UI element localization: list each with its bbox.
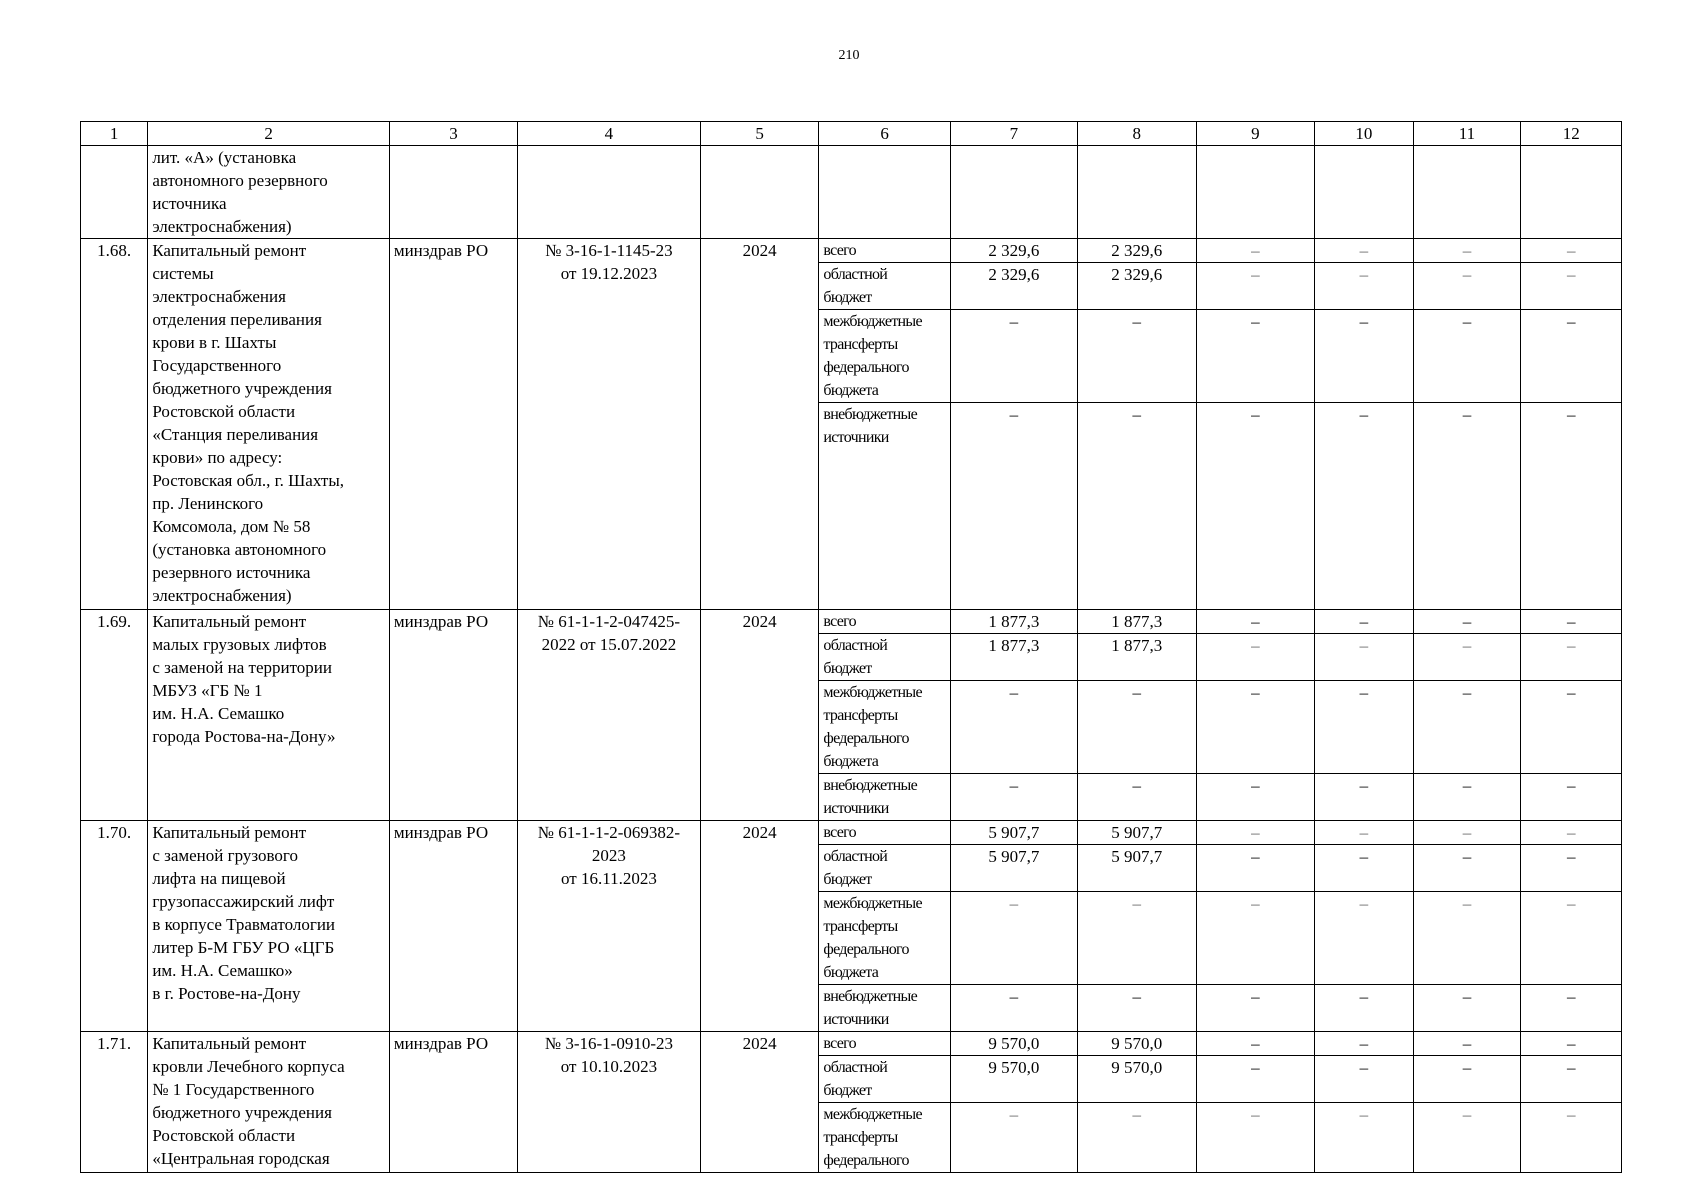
dash-cell: – — [1315, 681, 1413, 774]
column-number: 10 — [1315, 122, 1413, 146]
dash-cell: – — [1078, 681, 1197, 774]
dash-cell: – — [1078, 985, 1197, 1032]
dash-cell: – — [1521, 239, 1622, 263]
dash-cell: – — [1196, 1032, 1315, 1056]
funding-source: внебюджетные источники — [819, 985, 950, 1032]
row-number: 1.71. — [81, 1032, 148, 1173]
dash-cell: – — [1196, 239, 1315, 263]
value-cell: 5 907,7 — [1078, 845, 1197, 892]
funding-source: областной бюджет — [819, 1056, 950, 1103]
column-number: 4 — [518, 122, 701, 146]
dash-cell: – — [1413, 892, 1521, 985]
dash-cell: – — [950, 985, 1077, 1032]
column-number: 11 — [1413, 122, 1521, 146]
object-name: Капитальный ремонт системы электроснабжения отделения переливания крови в г. Шахты Государственного бюджетного учреждения Ростовской области «Станция переливания крови» по адресу: Ростовская обл., г. Шахты, пр. Ленинского Комсомола, дом № 58 (установка автономного резервного источника электроснабжения) — [148, 239, 390, 610]
column-number: 9 — [1196, 122, 1315, 146]
dash-cell: – — [1315, 985, 1413, 1032]
dash-cell: – — [1521, 681, 1622, 774]
dash-cell: – — [1413, 310, 1521, 403]
value-cell: 9 570,0 — [950, 1032, 1077, 1056]
column-number: 3 — [389, 122, 517, 146]
funding-source: областной бюджет — [819, 263, 950, 310]
dash-cell: – — [1196, 634, 1315, 681]
row-number: 1.69. — [81, 610, 148, 821]
customer: минздрав РО — [389, 610, 517, 821]
dash-cell: – — [1196, 403, 1315, 610]
funding-source: межбюджетные трансферты федерального бюджета — [819, 310, 950, 403]
table-row — [81, 610, 1622, 634]
column-number: 5 — [700, 122, 819, 146]
funding-source: областной бюджет — [819, 845, 950, 892]
dash-cell: – — [1521, 310, 1622, 403]
dash-cell: – — [950, 892, 1077, 985]
dash-cell: – — [1196, 985, 1315, 1032]
dash-cell: – — [1196, 892, 1315, 985]
funding-source: внебюджетные источники — [819, 403, 950, 610]
value-cell: 2 329,6 — [1078, 239, 1197, 263]
funding-source: всего — [819, 821, 950, 845]
value-cell: 9 570,0 — [950, 1056, 1077, 1103]
dash-cell: – — [1315, 310, 1413, 403]
dash-cell: – — [1413, 263, 1521, 310]
dash-cell: – — [1413, 845, 1521, 892]
year: 2024 — [700, 821, 819, 1032]
dash-cell: – — [1315, 845, 1413, 892]
dash-cell: – — [1196, 774, 1315, 821]
row-number: 1.68. — [81, 239, 148, 610]
column-number: 7 — [950, 122, 1077, 146]
dash-cell: – — [1315, 610, 1413, 634]
dash-cell: – — [1196, 263, 1315, 310]
dash-cell: – — [1315, 1032, 1413, 1056]
dash-cell: – — [1315, 263, 1413, 310]
document-ref: № 61-1-1-2-069382- 2023 от 16.11.2023 — [518, 821, 701, 1032]
customer: минздрав РО — [389, 1032, 517, 1173]
funding-source: областной бюджет — [819, 634, 950, 681]
dash-cell: – — [1521, 403, 1622, 610]
document-ref: № 3-16-1-1145-23 от 19.12.2023 — [518, 239, 701, 610]
dash-cell: – — [1196, 681, 1315, 774]
dash-cell: – — [950, 403, 1077, 610]
dash-cell: – — [1413, 634, 1521, 681]
row-number: 1.70. — [81, 821, 148, 1032]
dash-cell: – — [1413, 774, 1521, 821]
value-cell: 2 329,6 — [950, 263, 1077, 310]
dash-cell: – — [1315, 892, 1413, 985]
funding-source: межбюджетные трансферты федерального бюджета — [819, 892, 950, 985]
dash-cell: – — [1521, 774, 1622, 821]
dash-cell: – — [1315, 239, 1413, 263]
value-cell: 5 907,7 — [950, 845, 1077, 892]
column-number-row — [81, 122, 1622, 146]
dash-cell: – — [1521, 985, 1622, 1032]
dash-cell: – — [1315, 403, 1413, 610]
dash-cell: – — [1521, 634, 1622, 681]
dash-cell: – — [950, 1103, 1077, 1173]
continuation-row — [81, 146, 1622, 239]
dash-cell: – — [1521, 610, 1622, 634]
value-cell: 9 570,0 — [1078, 1056, 1197, 1103]
dash-cell: – — [1315, 774, 1413, 821]
column-number: 1 — [81, 122, 148, 146]
dash-cell: – — [1196, 1056, 1315, 1103]
document-ref: № 61-1-1-2-047425- 2022 от 15.07.2022 — [518, 610, 701, 821]
dash-cell: – — [1413, 403, 1521, 610]
value-cell: 1 877,3 — [1078, 634, 1197, 681]
value-cell: 2 329,6 — [950, 239, 1077, 263]
funding-source: всего — [819, 610, 950, 634]
continuation-name: лит. «А» (установка автономного резервного источника электроснабжения) — [148, 146, 390, 239]
funding-source: всего — [819, 239, 950, 263]
dash-cell: – — [1521, 263, 1622, 310]
object-name: Капитальный ремонт кровли Лечебного корпуса № 1 Государственного бюджетного учреждения Ростовской области «Центральная городская — [148, 1032, 390, 1173]
dash-cell: – — [1413, 821, 1521, 845]
column-number: 6 — [819, 122, 950, 146]
dash-cell: – — [1196, 845, 1315, 892]
column-number: 12 — [1521, 122, 1622, 146]
dash-cell: – — [1413, 610, 1521, 634]
dash-cell: – — [1196, 310, 1315, 403]
dash-cell: – — [1521, 1032, 1622, 1056]
budget-table — [80, 121, 1622, 1173]
dash-cell: – — [1078, 403, 1197, 610]
dash-cell: – — [950, 774, 1077, 821]
dash-cell: – — [1315, 821, 1413, 845]
funding-source: всего — [819, 1032, 950, 1056]
dash-cell: – — [1315, 1056, 1413, 1103]
dash-cell: – — [950, 681, 1077, 774]
dash-cell: – — [1196, 1103, 1315, 1173]
customer: минздрав РО — [389, 821, 517, 1032]
funding-source: межбюджетные трансферты федерального бюджета — [819, 681, 950, 774]
dash-cell: – — [1196, 610, 1315, 634]
value-cell: 5 907,7 — [950, 821, 1077, 845]
table-row — [81, 1032, 1622, 1056]
table-row — [81, 239, 1622, 263]
customer: минздрав РО — [389, 239, 517, 610]
year: 2024 — [700, 610, 819, 821]
column-number: 8 — [1078, 122, 1197, 146]
dash-cell: – — [1521, 1103, 1622, 1173]
dash-cell: – — [1078, 1103, 1197, 1173]
dash-cell: – — [1413, 681, 1521, 774]
dash-cell: – — [1413, 239, 1521, 263]
dash-cell: – — [1315, 1103, 1413, 1173]
funding-source: межбюджетные трансферты федерального — [819, 1103, 950, 1173]
dash-cell: – — [1521, 892, 1622, 985]
dash-cell: – — [1413, 985, 1521, 1032]
dash-cell: – — [1413, 1032, 1521, 1056]
dash-cell: – — [1078, 774, 1197, 821]
dash-cell: – — [1413, 1103, 1521, 1173]
column-number: 2 — [148, 122, 390, 146]
year: 2024 — [700, 239, 819, 610]
dash-cell: – — [1521, 821, 1622, 845]
dash-cell: – — [1521, 845, 1622, 892]
dash-cell: – — [1521, 1056, 1622, 1103]
funding-source: внебюджетные источники — [819, 774, 950, 821]
dash-cell: – — [1413, 1056, 1521, 1103]
value-cell: 1 877,3 — [950, 610, 1077, 634]
value-cell: 1 877,3 — [1078, 610, 1197, 634]
year: 2024 — [700, 1032, 819, 1173]
object-name: Капитальный ремонт малых грузовых лифтов с заменой на территории МБУЗ «ГБ № 1 им. Н.А. Семашко города Ростова-на-Дону» — [148, 610, 390, 821]
value-cell: 1 877,3 — [950, 634, 1077, 681]
page-number: 210 — [838, 48, 860, 63]
object-name: Капитальный ремонт с заменой грузового лифта на пищевой грузопассажирский лифт в корпусе Травматологии литер Б-М ГБУ РО «ЦГБ им. Н.А. Семашко» в г. Ростове-на-Дону — [148, 821, 390, 1032]
table-row — [81, 821, 1622, 845]
dash-cell: – — [1196, 821, 1315, 845]
dash-cell: – — [950, 310, 1077, 403]
dash-cell: – — [1078, 310, 1197, 403]
value-cell: 9 570,0 — [1078, 1032, 1197, 1056]
value-cell: 2 329,6 — [1078, 263, 1197, 310]
dash-cell: – — [1078, 892, 1197, 985]
dash-cell: – — [1315, 634, 1413, 681]
value-cell: 5 907,7 — [1078, 821, 1197, 845]
document-ref: № 3-16-1-0910-23 от 10.10.2023 — [518, 1032, 701, 1173]
